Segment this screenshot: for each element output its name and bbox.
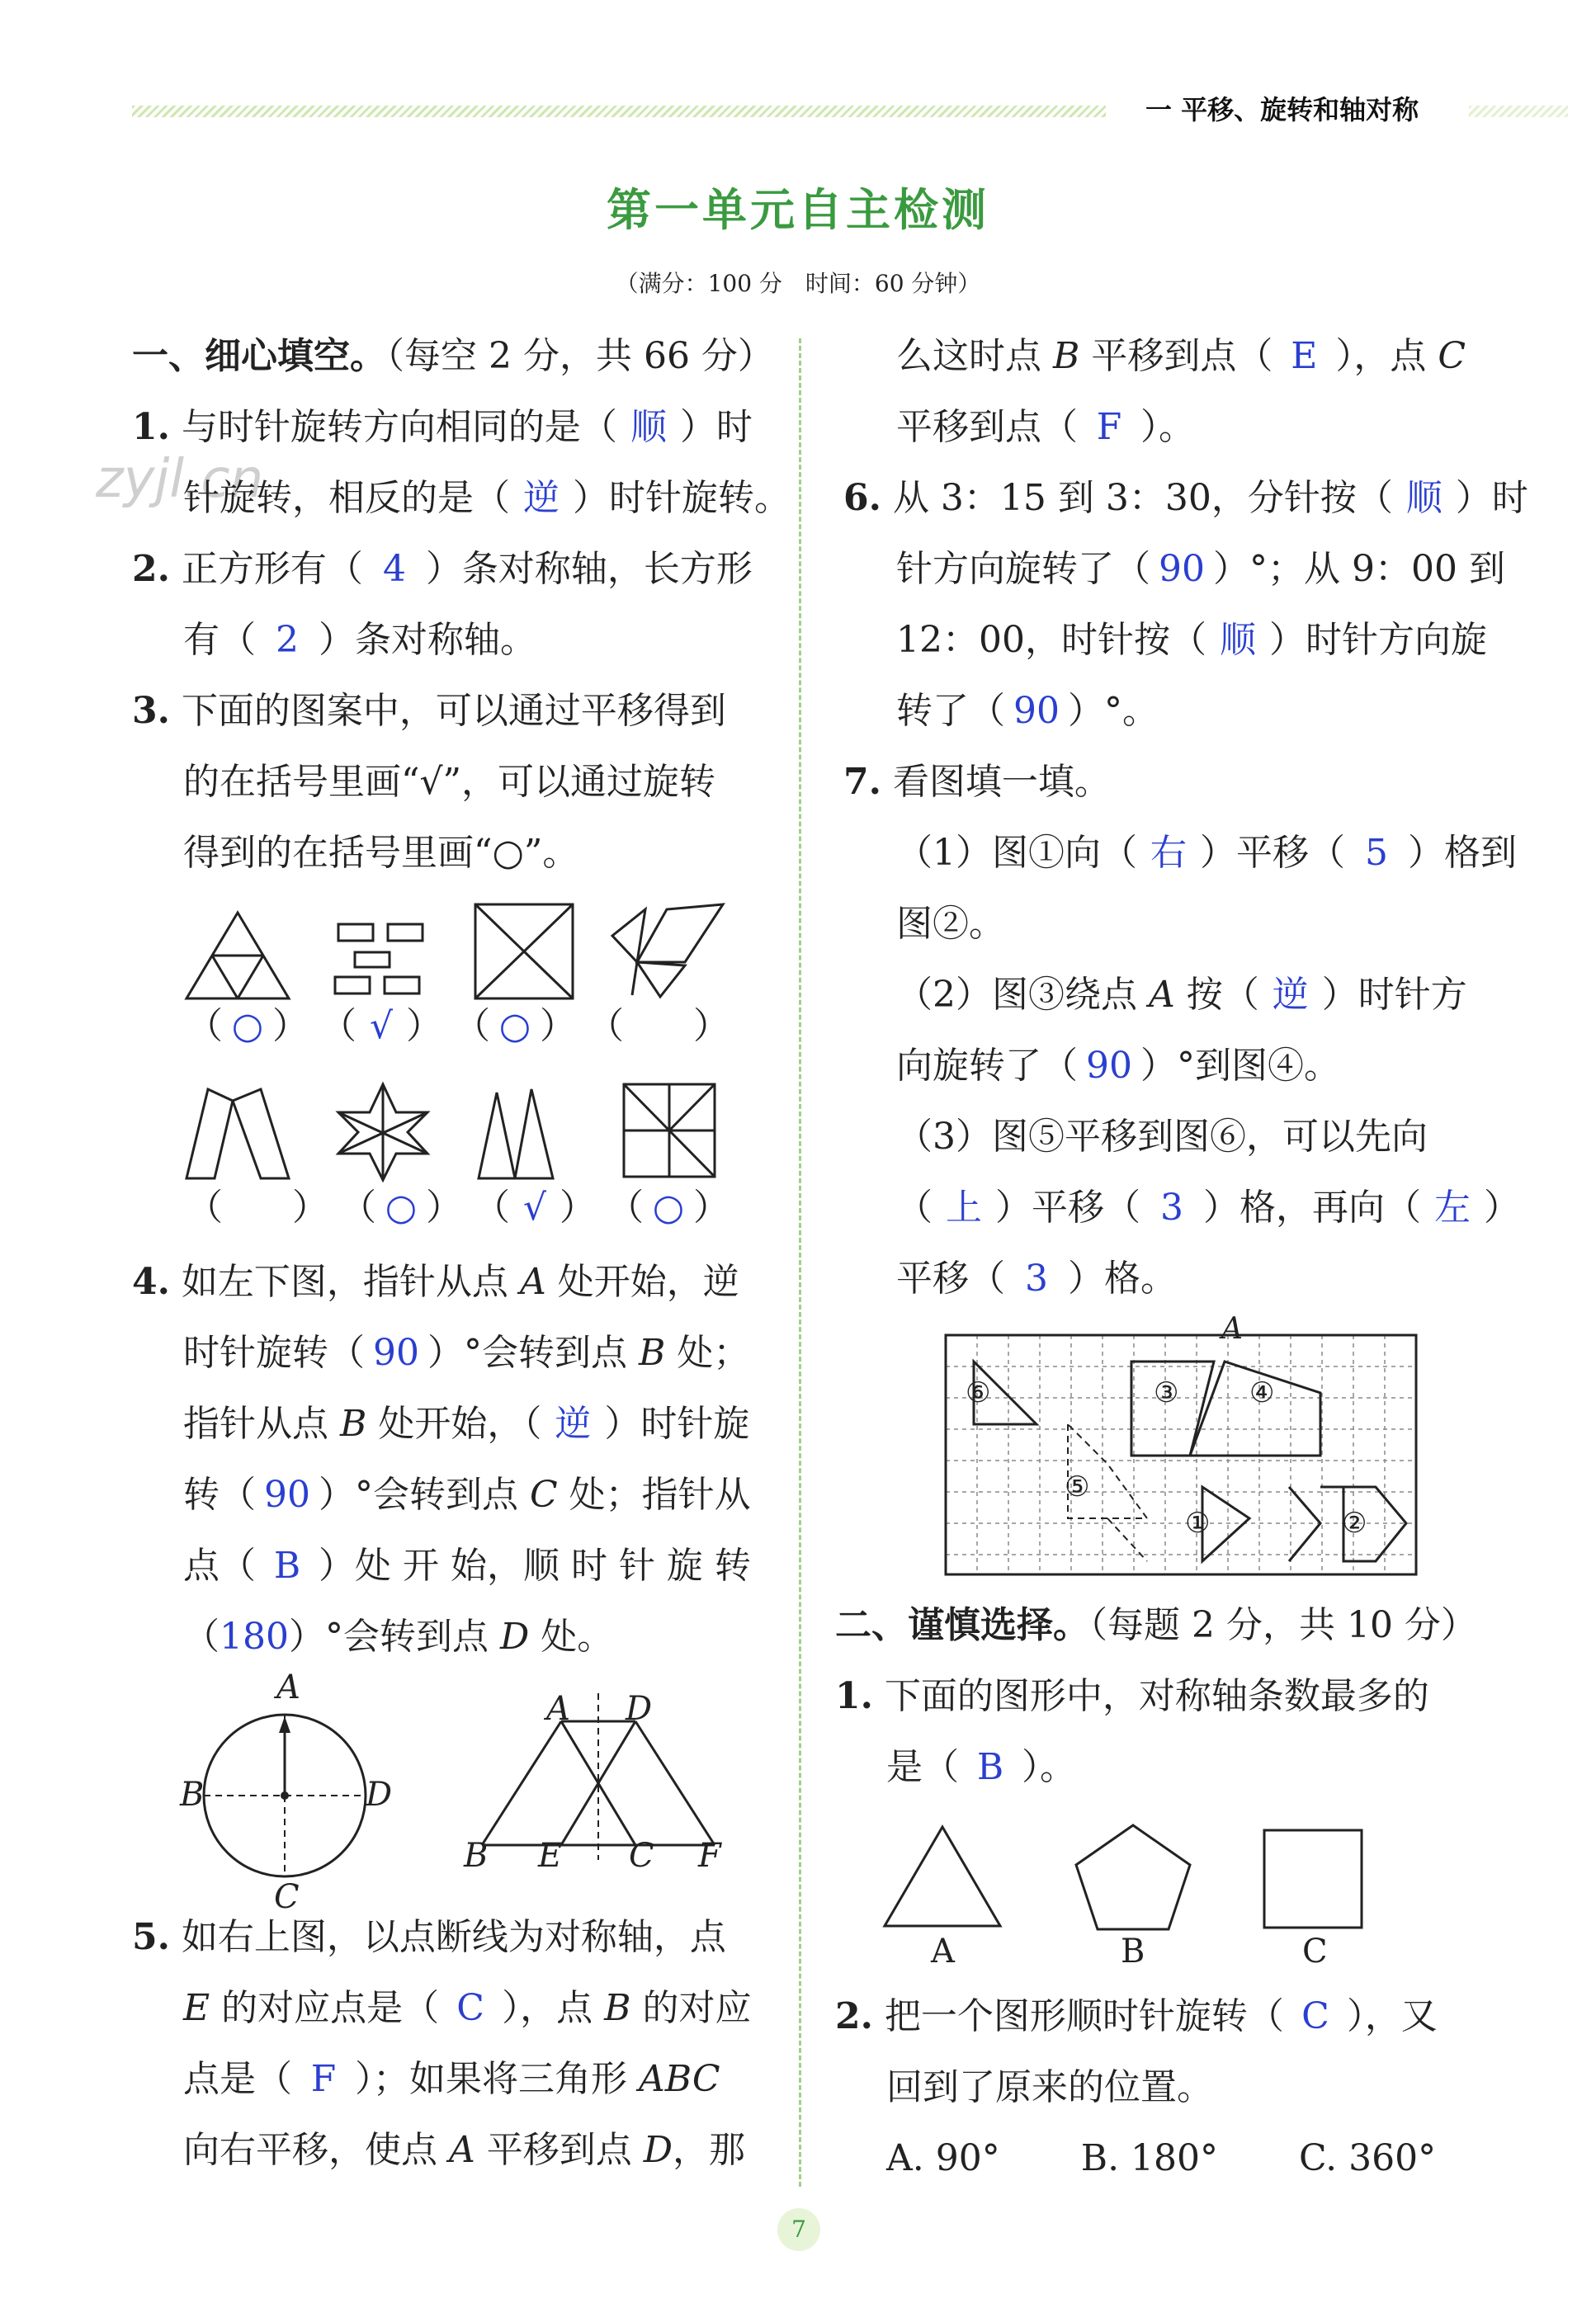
q5-cont-line2: 平移到点（ F ）。 — [896, 403, 1195, 452]
answer: 5 — [1365, 832, 1388, 874]
q7-part3: （3）图⑤平移到图⑥，可以先向 — [896, 1116, 1428, 1158]
square-shape — [1264, 1830, 1362, 1928]
header-decoration — [132, 106, 1106, 117]
q5-line4: 向右平移，使点 A 平移到点 D，那 — [183, 2129, 746, 2171]
trap-label-b: B — [464, 1837, 489, 1875]
header-decoration-right — [1469, 106, 1568, 117]
bricks-figure — [335, 924, 423, 994]
answer: 顺 — [630, 406, 667, 448]
column-divider — [799, 338, 801, 2187]
answer: 90 — [1086, 1045, 1132, 1087]
answer: ○ — [498, 1005, 531, 1047]
page-subtitle: （满分：100 分 时间：60 分钟） — [615, 270, 981, 297]
section1-title: 一、细心填空。 — [132, 335, 386, 377]
q4-line1: 4. 如左下图，指针从点 A 处开始，逆 — [132, 1261, 739, 1303]
section1-note: （每空 2 分，共 66 分） — [386, 335, 774, 377]
folded-strip-figure — [187, 1089, 289, 1178]
s2q1-line1: 1. 下面的图形中，对称轴条数最多的 — [835, 1675, 1429, 1717]
q3-answers-row1: （ ○ ） （ √ ） （ ○ ） （ ） — [187, 1002, 730, 1051]
q7-part3-cont2: 平移（ 3 ）格。 — [896, 1254, 1177, 1304]
answer: ○ — [385, 1187, 418, 1229]
answer: F — [310, 2058, 337, 2100]
q1-line2: 针旋转，相反的是（ 逆 ）时针旋转。 — [183, 474, 791, 523]
answer: E — [1291, 335, 1318, 377]
trap-label-f: F — [698, 1837, 721, 1875]
q6-line2: 针方向旋转了（ 90 ）°；从 9：00 到 — [896, 545, 1505, 594]
q6-line4: 转了（ 90 ）°。 — [896, 687, 1159, 736]
answer: 4 — [382, 548, 406, 590]
q4-line6: （180）°会转到点 D 处。 — [183, 1612, 613, 1662]
shape-caption-c: C — [1302, 1933, 1328, 1971]
grid-label-6: ⑥ — [966, 1376, 991, 1409]
s2q2-line1: 2. 把一个图形顺时针旋转（ C ），又 — [835, 1992, 1438, 2041]
section2-note: （每题 2 分，共 10 分） — [1089, 1604, 1477, 1646]
q3-line2: 的在括号里画“√”，可以通过旋转 — [183, 761, 716, 803]
windmill-figure — [624, 1084, 715, 1177]
q3-line1: 3. 下面的图案中，可以通过平移得到 — [132, 690, 726, 732]
clock-figure — [182, 1683, 396, 1906]
answer: 90 — [1159, 548, 1205, 590]
q2-line1: 2. 正方形有（ 4 ）条对称轴，长方形 — [132, 545, 753, 594]
three-spikes-figure — [479, 1089, 553, 1178]
answer: 3 — [1025, 1258, 1048, 1300]
answer: C — [456, 1987, 484, 2029]
triangle-pattern-figure — [187, 913, 289, 998]
clock-label-b: B — [180, 1776, 205, 1814]
q3-answers-row2: （ ） （ ○ ） （ √ ） （ ○ ） — [187, 1183, 730, 1233]
option-a: A. 90° — [886, 2137, 1000, 2179]
six-point-star-figure — [338, 1084, 427, 1180]
grid-label-3: ③ — [1154, 1376, 1179, 1409]
q6-line3: 12：00，时针按（ 顺 ）时针方向旋 — [896, 616, 1487, 665]
triangle-shape — [885, 1827, 1000, 1926]
q7-title: 7. 看图填一填。 — [843, 761, 1111, 803]
answer: 顺 — [1405, 477, 1443, 519]
option-b: B. 180° — [1080, 2137, 1219, 2179]
q6-line1: 6. 从 3：15 到 3：30，分针按（ 顺 ）时 — [843, 474, 1528, 523]
answer: ○ — [231, 1005, 264, 1047]
q4-line2: 时针旋转（ 90 ）°会转到点 B 处； — [183, 1329, 749, 1378]
q3-figures-row1 — [187, 904, 764, 1012]
grid-label-2: ② — [1342, 1507, 1367, 1540]
q7-part1-cont: 图②。 — [896, 903, 1005, 945]
answer: ○ — [652, 1187, 685, 1229]
s2q2-line2: 回到了原来的位置。 — [886, 2066, 1213, 2108]
pentagon-shape — [1076, 1825, 1190, 1929]
clock-label-a: A — [276, 1668, 300, 1706]
answer: 顺 — [1219, 619, 1256, 661]
answer: 90 — [373, 1332, 419, 1374]
q7-part2: （2）图③绕点 A 按（ 逆 ）时针方 — [896, 970, 1467, 1020]
watermark: zyjl.cn — [96, 449, 264, 510]
answer: B — [273, 1545, 301, 1587]
option-c: C. 360° — [1299, 2137, 1437, 2179]
answer: 180 — [220, 1616, 289, 1658]
trap-label-d: D — [626, 1690, 653, 1728]
answer: B — [976, 1746, 1004, 1788]
q1-line1: 1. 与时针旋转方向相同的是（ 顺 ）时 — [132, 403, 753, 452]
grid-label-1: ① — [1185, 1507, 1211, 1540]
section2-heading — [835, 1601, 1477, 1650]
answer: 上 — [946, 1187, 982, 1229]
s2q1-line2: 是（ B ）。 — [886, 1743, 1076, 1792]
answer: 逆 — [555, 1403, 592, 1445]
q3-line3: 得到的在括号里画“○”。 — [183, 832, 579, 874]
q5-line1: 5. 如右上图，以点断线为对称轴，点 — [132, 1916, 726, 1958]
grid-label-a: A — [1221, 1312, 1243, 1346]
shape-caption-b: B — [1121, 1933, 1145, 1971]
trap-label-e: E — [538, 1837, 563, 1875]
square-diagonals-figure — [475, 904, 573, 998]
q4-line5: 点（ B ）处 开 始，顺 时 针 旋 转 — [183, 1541, 751, 1591]
q3-figures-row2 — [187, 1081, 764, 1188]
q7-part2-cont: 向旋转了（ 90 ）°到图④。 — [896, 1041, 1340, 1091]
q4-line3: 指针从点 B 处开始，（ 逆 ）时针旋 — [183, 1399, 749, 1449]
answer: 右 — [1150, 832, 1187, 874]
grid-label-5: ⑤ — [1065, 1470, 1090, 1503]
answer: 3 — [1160, 1187, 1183, 1229]
clock-label-c: C — [274, 1878, 300, 1916]
trap-label-a: A — [546, 1690, 570, 1728]
s2q1-shapes — [881, 1819, 1376, 1934]
q5-cont-line1: 么这时点 B 平移到点（ E ），点 C — [896, 332, 1466, 381]
section2-title: 二、谨慎选择。 — [835, 1604, 1089, 1646]
answer: √ — [369, 1005, 394, 1047]
shape-caption-a: A — [931, 1933, 955, 1971]
answer: F — [1096, 406, 1122, 448]
answer: 90 — [1013, 690, 1060, 732]
s2q2-options — [886, 2134, 1436, 2183]
q5-line3: 点是（ F ）；如果将三角形 ABC — [183, 2055, 720, 2104]
translation-grid-figure — [942, 1332, 1421, 1579]
answer: 90 — [264, 1474, 310, 1516]
q7-part3-cont: （ 上 ）平移（ 3 ）格，再向（ 左 ） — [896, 1183, 1520, 1233]
page-title: 第一单元自主检测 — [607, 184, 989, 236]
answer: C — [1301, 1995, 1329, 2037]
q5-line2: E 的对应点是（ C ），点 B 的对应 — [183, 1984, 751, 2033]
grid-label-4: ④ — [1249, 1376, 1275, 1409]
trapezoid-figure — [470, 1687, 734, 1868]
answer: 逆 — [523, 477, 560, 519]
section1-heading — [132, 332, 774, 381]
q7-part1: （1）图①向（ 右 ）平移（ 5 ）格到 — [896, 828, 1517, 878]
page-number: 7 — [777, 2208, 820, 2251]
q4-line4: 转（ 90 ）°会转到点 C 处；指针从 — [183, 1470, 751, 1520]
clock-label-d: D — [366, 1776, 393, 1814]
answer: √ — [522, 1187, 547, 1229]
q2-line2: 有（ 2 ）条对称轴。 — [183, 616, 536, 665]
answer: 2 — [276, 619, 299, 661]
trap-label-c: C — [629, 1837, 654, 1875]
answer: 左 — [1434, 1187, 1471, 1229]
pinwheel-triangles-figure — [612, 904, 723, 997]
chapter-header: 一 平移、旋转和轴对称 — [1145, 94, 1419, 125]
answer: 逆 — [1272, 974, 1309, 1016]
